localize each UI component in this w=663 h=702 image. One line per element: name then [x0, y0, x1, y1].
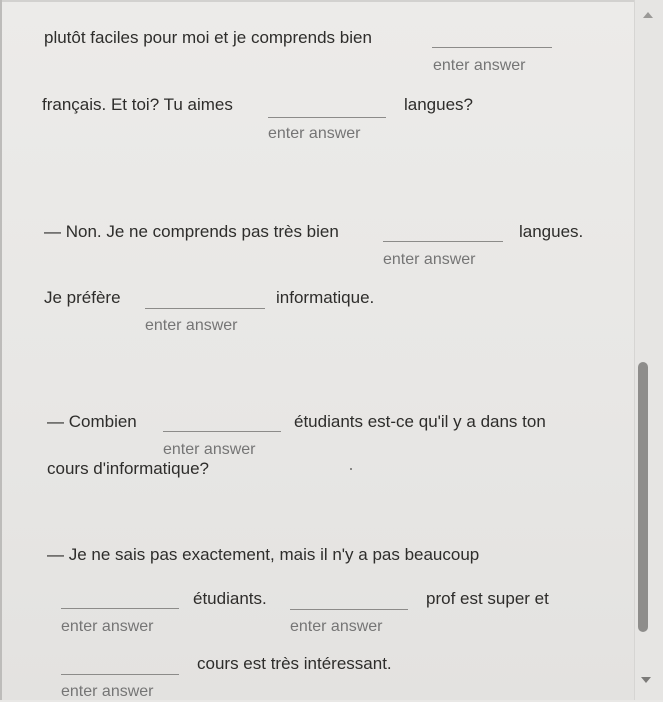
answer-blank-3-line: [383, 241, 503, 242]
sentence-text-5-after: étudiants est-ce qu'il y a dans ton: [294, 412, 546, 431]
sentence-text-6: — Je ne sais pas exactement, mais il n'y a pas beaucoup: [47, 545, 480, 564]
sentence-text-7-after: prof est super et: [426, 589, 549, 608]
panel-top-border: [0, 0, 663, 2]
answer-field-1[interactable]: [433, 56, 551, 76]
answer-blank-5-line: [163, 431, 281, 432]
sentence-text-5-continuation: cours d'informatique?: [47, 459, 209, 478]
sentence-text-5-before: — Combien: [47, 412, 137, 431]
sentence-text-4-after: informatique.: [276, 288, 375, 307]
answer-field-8[interactable]: [61, 682, 179, 702]
speck: [350, 468, 352, 470]
scroll-up-arrow-icon[interactable]: [643, 12, 653, 18]
answer-blank-2-line: [268, 117, 386, 118]
answer-blank-7-line: [290, 609, 408, 610]
sentence-text-2-after: langues?: [404, 95, 474, 114]
sentence-text-4-before: Je préfère: [44, 288, 121, 307]
answer-blank-4-line: [145, 308, 265, 309]
sentence-text-8-after: cours est très intéressant.: [197, 654, 392, 673]
answer-field-3[interactable]: [383, 250, 501, 270]
answer-blank-8-line: [61, 674, 179, 675]
sentence-text-2-before: français. Et toi? Tu aimes: [42, 95, 233, 114]
sentence-text-1: plutôt faciles pour moi et je comprends bien: [44, 28, 372, 47]
answer-field-4[interactable]: [145, 316, 263, 336]
answer-field-2[interactable]: [268, 124, 386, 144]
answer-blank-1-line: [432, 47, 552, 48]
scroll-down-arrow-icon[interactable]: [641, 677, 651, 683]
answer-blank-6-line: [61, 608, 179, 609]
scrollbar-thumb[interactable]: [638, 362, 648, 632]
sentence-text-3-after: langues.: [519, 222, 584, 241]
panel-left-border: [0, 0, 2, 700]
sentence-text-7-mid: étudiants.: [193, 589, 267, 608]
answer-field-5[interactable]: [163, 440, 281, 460]
sentence-text-3-before: — Non. Je ne comprends pas très bien: [44, 222, 339, 241]
answer-field-7[interactable]: [290, 617, 408, 637]
answer-field-6[interactable]: [61, 617, 179, 637]
